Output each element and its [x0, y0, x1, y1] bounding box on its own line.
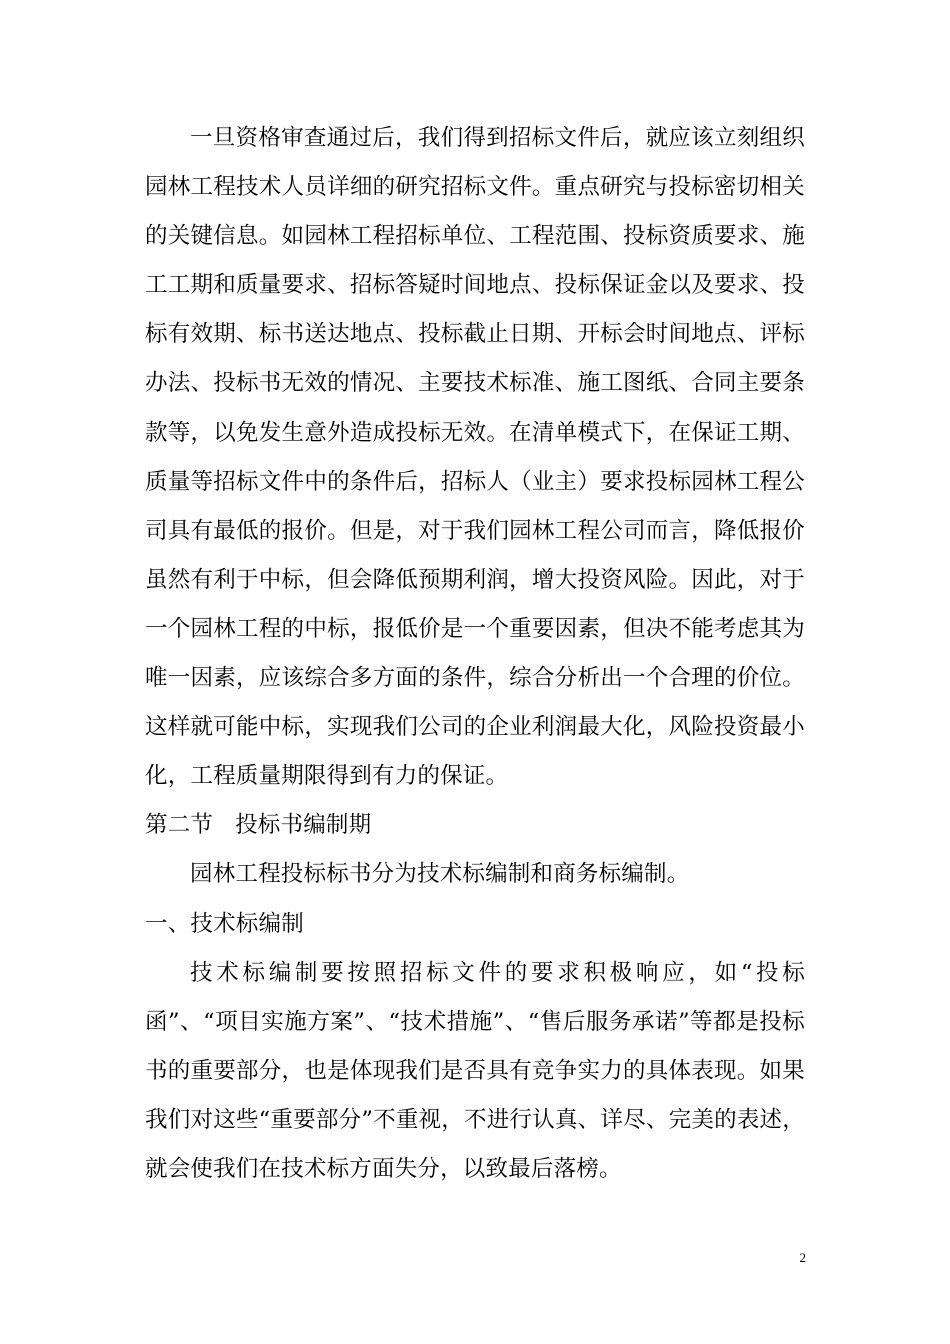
page-number: 2	[799, 1250, 806, 1265]
subheading-technical-bid: 一、技术标编制	[145, 910, 304, 937]
document-body	[145, 114, 805, 1194]
section-heading	[145, 801, 805, 850]
section-number: 第二节	[145, 812, 214, 839]
paragraph-technical-bid: 技术标编制要按照招标文件的要求积极响应，如“投标函”、“项目实施方案”、“技术措施”、“售后服务承诺”等都是投标书的重要部分，也是体现我们是否具有竞争实力的具体表现。如果我们对这些“重要部分”不重视，不进行认真、详尽、完美的表述，就会使我们在技术标方面失分，以致最后落榜。	[145, 959, 805, 1182]
paragraph-tender-review: 一旦资格审查通过后，我们得到招标文件后，就应该立刻组织园林工程技术人员详细的研究招标文件。重点研究与投标密切相关的关键信息。如园林工程招标单位、工程范围、投标资质要求、施工工期和质量要求、招标答疑时间地点、投标保证金以及要求、投标有效期、标书送达地点、投标截止日期、开标会时间地点、评标办法、投标书无效的情况、主要技术标准、施工图纸、合同主要条款等，以免发生意外造成投标无效。在清单模式下，在保证工期、质量等招标文件中的条件后，招标人（业主）要求投标园林工程公司具有最低的报价。但是，对于我们园林工程公司而言，降低报价虽然有利于中标，但会降低预期利润，增大投资风险。因此，对于一个园林工程的中标，报低价是一个重要因素，但决不能考虑其为唯一因素，应该综合多方面的条件，综合分析出一个合理的价位。这样就可能中标，实现我们公司的企业利润最大化，风险投资最小化，工程质量期限得到有力的保证。	[145, 125, 805, 790]
section-title: 投标书编制期	[235, 812, 372, 839]
paragraph-bid-composition: 园林工程投标标书分为技术标编制和商务标编制。	[190, 861, 690, 888]
